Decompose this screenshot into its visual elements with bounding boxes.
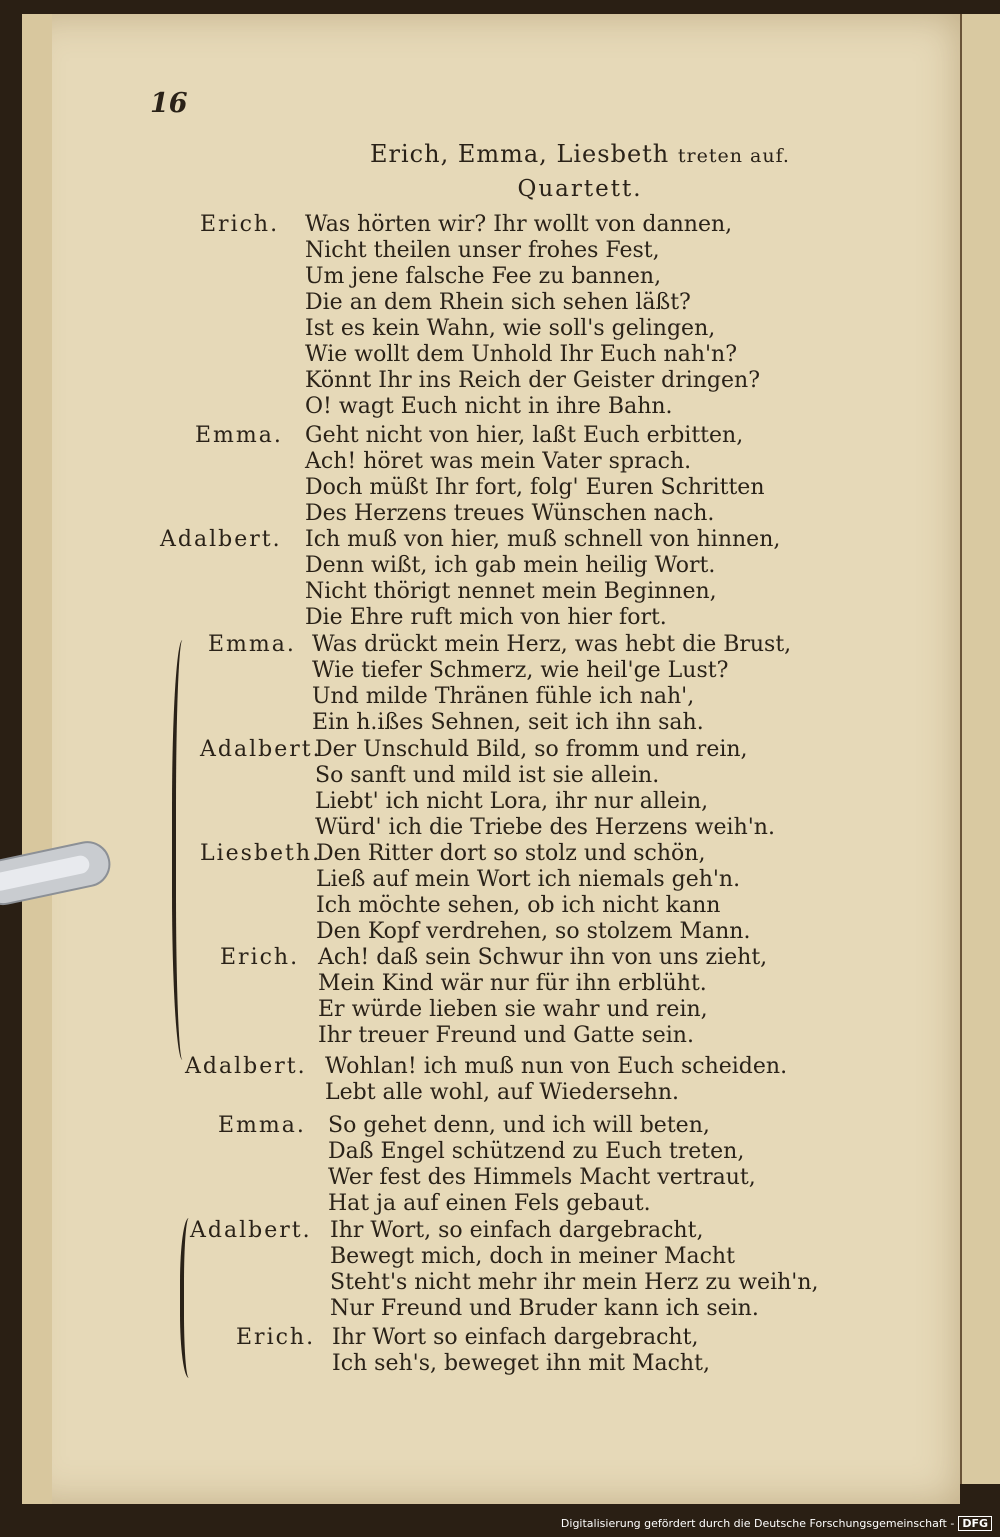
verse-line: Und milde Thränen fühle ich nah', [312, 684, 695, 709]
verse-line: Ihr Wort so einfach dargebracht, [332, 1325, 699, 1350]
verse-line: Ich muß von hier, muß schnell von hinnen, [305, 527, 781, 552]
verse-line: Ein h.ißes Sehnen, seit ich ihn sah. [312, 710, 704, 735]
verse-line: Die an dem Rhein sich sehen läßt? [305, 290, 691, 315]
verse-line: Liebt' ich nicht Lora, ihr nur allein, [315, 789, 709, 814]
verse-line: Hat ja auf einen Fels gebaut. [328, 1191, 651, 1216]
digitization-credit [561, 1516, 992, 1531]
page-gutter [22, 14, 52, 1504]
verse-line: Ich möchte sehen, ob ich nicht kann [316, 893, 721, 918]
scene-heading-direction: treten auf. [677, 145, 790, 167]
verse-line: Die Ehre ruft mich von hier fort. [305, 605, 667, 630]
scene-heading-names: Erich, Emma, Liesbeth [370, 140, 670, 168]
verse-line: Der Unschuld Bild, so fromm und rein, [315, 737, 748, 762]
verse-line: Ihr Wort, so einfach dargebracht, [330, 1218, 704, 1243]
verse-line: So sanft und mild ist sie allein. [315, 763, 660, 788]
speaker-name: Emma. [218, 1113, 306, 1138]
verse-line: Den Kopf verdrehen, so stolzem Mann. [316, 919, 751, 944]
verse-line: Denn wißt, ich gab mein heilig Wort. [305, 553, 716, 578]
verse-line: Wohlan! ich muß nun von Euch scheiden. [325, 1054, 788, 1079]
verse-line: Den Ritter dort so stolz und schön, [316, 841, 706, 866]
speaker-name: Emma. [208, 632, 296, 657]
verse-line: Nicht theilen unser frohes Fest, [305, 238, 660, 263]
speaker-name: Erich. [200, 212, 280, 237]
page-number: 16 [150, 88, 188, 119]
speaker-name: Liesbeth. [200, 841, 322, 866]
scene-heading [300, 140, 860, 168]
paper-clip-icon [0, 820, 120, 940]
verse-line: Ach! höret was mein Vater sprach. [305, 449, 692, 474]
verse-line: Nur Freund und Bruder kann ich sein. [330, 1296, 759, 1321]
verse-line: Lebt alle wohl, auf Wiedersehn. [325, 1080, 679, 1105]
speaker-name: Emma. [195, 423, 283, 448]
verse-line: Er würde lieben sie wahr und rein, [318, 997, 708, 1022]
credit-text: Digitalisierung gefördert durch die Deutsche Forschungsgemeinschaft - [560, 1517, 955, 1530]
speaker-name: Adalbert. [200, 737, 322, 762]
verse-line: Doch müßt Ihr fort, folg' Euren Schritten [305, 475, 765, 500]
verse-line: Ist es kein Wahn, wie soll's gelingen, [305, 316, 716, 341]
verse-line: Bewegt mich, doch in meiner Macht [330, 1244, 735, 1269]
verse-line: Ihr treuer Freund und Gatte sein. [318, 1023, 694, 1048]
verse-line: Nicht thörigt nennet mein Beginnen, [305, 579, 717, 604]
verse-line: So gehet denn, und ich will beten, [328, 1113, 710, 1138]
speaker-name: Adalbert. [160, 527, 282, 552]
verse-line: Könnt Ihr ins Reich der Geister dringen? [305, 368, 760, 393]
verse-line: Mein Kind wär nur für ihn erblüht. [318, 971, 707, 996]
verse-line: Ließ auf mein Wort ich niemals geh'n. [316, 867, 741, 892]
verse-line: Daß Engel schützend zu Euch treten, [328, 1139, 745, 1164]
verse-line: Ich seh's, beweget ihn mit Macht, [332, 1351, 710, 1376]
speaker-name: Erich. [220, 945, 300, 970]
verse-line: Würd' ich die Triebe des Herzens weih'n. [315, 815, 775, 840]
verse-line: Steht's nicht mehr ihr mein Herz zu weih'n, [330, 1270, 819, 1295]
verse-line: Geht nicht von hier, laßt Euch erbitten, [305, 423, 744, 448]
verse-line: Wie wollt dem Unhold Ihr Euch nah'n? [305, 342, 737, 367]
brace-left-upper [172, 640, 198, 1060]
dfg-logo: DFG [958, 1516, 992, 1531]
verse-line: Wer fest des Himmels Macht vertraut, [328, 1165, 756, 1190]
speaker-name: Adalbert. [190, 1218, 312, 1243]
verse-line: Was drückt mein Herz, was hebt die Brust, [312, 632, 792, 657]
verse-line: Was hörten wir? Ihr wollt von dannen, [305, 212, 733, 237]
verse-line: Wie tiefer Schmerz, wie heil'ge Lust? [312, 658, 729, 683]
speaker-name: Adalbert. [185, 1054, 307, 1079]
verse-line: Um jene falsche Fee zu bannen, [305, 264, 662, 289]
verse-line: Des Herzens treues Wünschen nach. [305, 501, 715, 526]
speaker-name: Erich. [236, 1325, 316, 1350]
verse-line: Ach! daß sein Schwur ihn von uns zieht, [318, 945, 768, 970]
quartet-title: Quartett. [517, 176, 643, 202]
adjacent-page-edge [960, 14, 1000, 1484]
verse-line: O! wagt Euch nicht in ihre Bahn. [305, 394, 673, 419]
